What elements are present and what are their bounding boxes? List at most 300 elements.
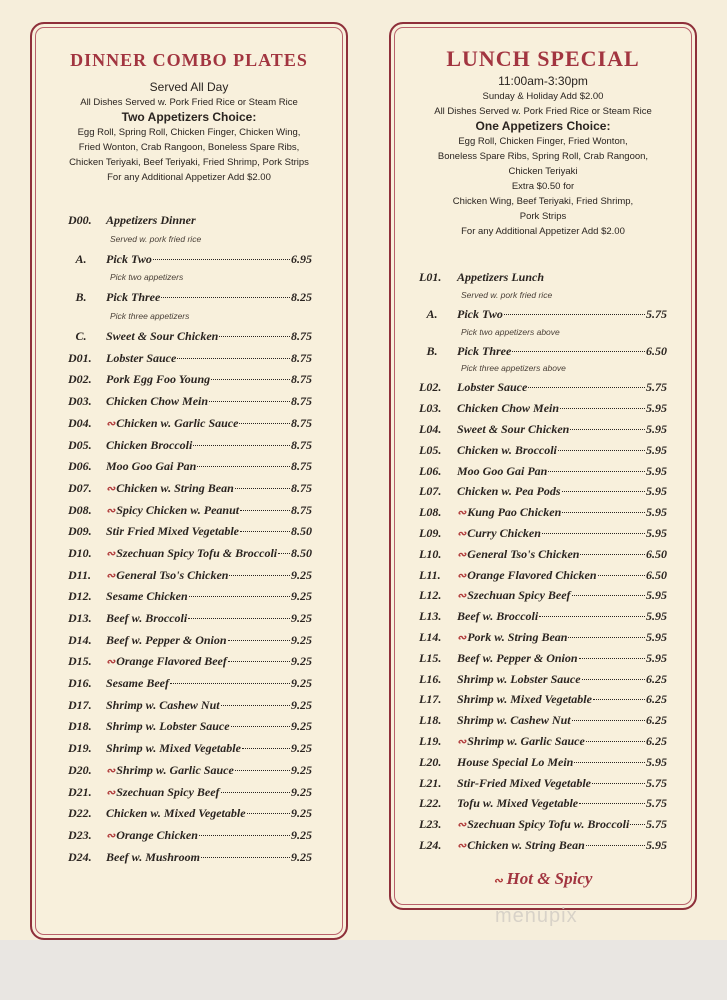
watermark: menupix xyxy=(495,905,578,927)
dot-leader xyxy=(219,336,290,337)
dot-leader xyxy=(228,661,290,662)
dot-leader xyxy=(630,824,645,825)
item-code: D24. xyxy=(68,849,92,864)
menu-item xyxy=(68,760,312,782)
menu-item xyxy=(68,369,312,391)
item-name: Stir-Fried Mixed Vegetable xyxy=(457,775,591,790)
item-name: Szechuan Spicy Tofu w. Broccoli xyxy=(467,817,630,832)
item-price: 5.95 xyxy=(646,505,667,520)
item-code: D00. xyxy=(68,213,92,227)
spicy-icon: ∾ xyxy=(106,829,116,842)
item-name: Sesame Chicken xyxy=(106,589,188,604)
hot-spicy-label: Hot & Spicy xyxy=(506,869,593,888)
item-name: Shrimp w. Lobster Sauce xyxy=(106,719,230,734)
item-code: D07. xyxy=(68,480,92,495)
item-code: D08. xyxy=(68,502,92,517)
dot-leader xyxy=(572,595,645,596)
item-price: 9.25 xyxy=(291,697,312,712)
lunch-intro xyxy=(391,74,695,239)
item-name: Pick Two xyxy=(106,251,152,266)
item-price: 5.95 xyxy=(646,754,667,769)
item-code: L07. xyxy=(419,484,442,499)
item-code: D17. xyxy=(68,697,92,712)
item-name: Spicy Chicken w. Peanut xyxy=(116,502,240,517)
dot-leader xyxy=(548,471,645,472)
item-code: D01. xyxy=(68,350,92,365)
item-price: 8.75 xyxy=(291,480,312,495)
intro-line: Chicken Wing, Beef Teriyaki, Fried Shrimp, xyxy=(452,196,634,207)
intro-line: Fried Wonton, Crab Rangoon, Boneless Spare Ribs, xyxy=(78,142,300,153)
item-name: Shrimp w. Garlic Sauce xyxy=(467,733,585,748)
item-price: 8.75 xyxy=(291,394,312,409)
item-code: L02. xyxy=(419,380,442,395)
item-code: A. xyxy=(75,251,87,266)
dot-leader xyxy=(177,358,290,359)
spicy-icon: ∾ xyxy=(106,547,116,560)
item-name: Lobster Sauce xyxy=(457,380,528,395)
item-name: Moo Goo Gai Pan xyxy=(457,463,548,478)
item-price: 9.25 xyxy=(291,741,312,756)
item-price: 9.25 xyxy=(291,567,312,582)
item-price: 9.25 xyxy=(291,762,312,777)
item-price: 5.95 xyxy=(646,609,667,624)
menu-item xyxy=(419,648,667,669)
menu-item xyxy=(419,377,667,398)
item-code: L24. xyxy=(419,837,442,852)
item-code: B. xyxy=(426,343,438,358)
item-price: 8.75 xyxy=(291,350,312,365)
item-code: D15. xyxy=(68,654,92,669)
menu-item xyxy=(68,500,312,522)
item-name: Chicken w. String Bean xyxy=(467,837,585,852)
item-code: D11. xyxy=(68,567,92,582)
item-code: L10. xyxy=(419,546,442,561)
intro-line: Chicken Teriyaki, Beef Teriyaki, Fried Shrimp, Pork Strips xyxy=(69,157,309,168)
dot-leader xyxy=(228,640,290,641)
menu-item xyxy=(68,391,312,413)
item-name: Chicken w. Pea Pods xyxy=(457,484,561,499)
menu-item xyxy=(68,478,312,500)
item-code: L17. xyxy=(419,692,442,707)
dot-leader xyxy=(528,387,645,388)
item-code: D21. xyxy=(68,784,92,799)
item-price: 5.75 xyxy=(646,775,667,790)
item-code: L03. xyxy=(419,401,442,416)
item-code: L23. xyxy=(419,817,442,832)
menu-item xyxy=(419,710,667,731)
item-name: Chicken w. Mixed Vegetable xyxy=(106,806,246,821)
item-name: Chicken Chow Mein xyxy=(457,401,560,416)
item-name: Chicken w. Broccoli xyxy=(457,442,557,457)
menu-item xyxy=(68,586,312,608)
item-price: 9.25 xyxy=(291,719,312,734)
menu-item xyxy=(68,651,312,673)
spicy-icon: ∾ xyxy=(457,631,467,644)
menu-item xyxy=(419,669,667,690)
lunch-title: LUNCH SPECIAL xyxy=(446,46,640,71)
item-name: Stir Fried Mixed Vegetable xyxy=(106,524,239,539)
item-price: 5.75 xyxy=(646,796,667,811)
item-name: Lobster Sauce xyxy=(106,350,177,365)
item-code: D23. xyxy=(68,827,92,842)
item-code: L22. xyxy=(419,796,442,811)
item-price: 5.75 xyxy=(646,817,667,832)
menu-item xyxy=(419,606,667,627)
menu-item xyxy=(68,847,312,869)
spicy-icon: ∾ xyxy=(106,504,116,517)
dot-leader xyxy=(240,531,290,532)
dot-leader xyxy=(247,813,290,814)
dinner-item-list xyxy=(68,210,312,868)
item-code: L08. xyxy=(419,505,442,520)
menu-item xyxy=(68,825,312,847)
item-code: D06. xyxy=(68,459,92,474)
dot-leader xyxy=(539,616,645,617)
menu-item xyxy=(68,210,312,232)
item-name: Sweet & Sour Chicken xyxy=(457,421,570,436)
item-name: Sweet & Sour Chicken xyxy=(106,329,219,344)
item-price: 5.95 xyxy=(646,442,667,457)
item-price: 8.50 xyxy=(291,545,312,560)
dot-leader xyxy=(570,429,645,430)
item-name: Beef w. Mushroom xyxy=(106,849,200,864)
intro-line: Sunday & Holiday Add $2.00 xyxy=(482,91,604,102)
item-note: Pick two appetizers above xyxy=(461,326,560,337)
item-code: D19. xyxy=(68,741,92,756)
item-name: Beef w. Pepper & Onion xyxy=(457,650,578,665)
item-price: 9.25 xyxy=(291,589,312,604)
menu-item xyxy=(419,419,667,440)
item-name: House Special Lo Mein xyxy=(457,754,574,769)
item-code: B. xyxy=(75,290,87,305)
dot-leader xyxy=(189,596,290,597)
menu-item xyxy=(68,435,312,457)
dot-leader xyxy=(568,637,645,638)
item-code: D02. xyxy=(68,372,92,387)
dot-leader xyxy=(278,553,290,554)
item-name: Curry Chicken xyxy=(467,525,541,540)
item-name: Kung Pao Chicken xyxy=(467,505,562,520)
dot-leader xyxy=(598,575,645,576)
dinner-intro xyxy=(32,80,346,185)
intro-line: All Dishes Served w. Pork Fried Rice or Steam Rice xyxy=(80,97,298,108)
item-name: Moo Goo Gai Pan xyxy=(106,459,197,474)
menu-item xyxy=(419,835,667,856)
menu-item xyxy=(68,673,312,695)
intro-line: Two Appetizers Choice: xyxy=(121,110,257,124)
item-code: C. xyxy=(75,329,87,344)
item-code: L05. xyxy=(419,442,442,457)
menu-item xyxy=(419,814,667,835)
dot-leader xyxy=(512,351,645,352)
item-name: Shrimp w. Mixed Vegetable xyxy=(106,741,241,756)
item-note: Pick three appetizers xyxy=(110,311,190,322)
item-code: L06. xyxy=(419,463,442,478)
spicy-icon: ∾ xyxy=(457,839,467,852)
item-code: L01. xyxy=(419,270,442,284)
menu-item xyxy=(68,716,312,738)
item-name: Shrimp w. Garlic Sauce xyxy=(116,762,234,777)
item-price: 6.25 xyxy=(646,692,667,707)
dot-leader xyxy=(231,726,290,727)
dot-leader xyxy=(229,575,290,576)
dot-leader xyxy=(193,445,290,446)
menu-item xyxy=(419,752,667,773)
dot-leader xyxy=(235,770,290,771)
dinner-title: DINNER COMBO PLATES xyxy=(70,50,308,70)
item-code: L04. xyxy=(419,421,442,436)
spicy-icon: ∾ xyxy=(106,482,116,495)
menu-item xyxy=(68,249,312,271)
item-code: L16. xyxy=(419,671,442,686)
item-code: L14. xyxy=(419,629,442,644)
menu-item xyxy=(419,461,667,482)
spicy-icon: ∾ xyxy=(106,764,116,777)
dot-leader xyxy=(221,792,290,793)
item-name: Beef w. Broccoli xyxy=(457,609,539,624)
spicy-icon: ∾ xyxy=(493,875,506,887)
hot-spicy-legend xyxy=(391,869,695,889)
item-name: Orange Chicken xyxy=(116,827,198,842)
item-code: L15. xyxy=(419,650,442,665)
menu-item xyxy=(419,502,667,523)
dot-leader xyxy=(579,803,645,804)
menu-item xyxy=(419,267,667,288)
menu-item xyxy=(419,440,667,461)
item-code: D20. xyxy=(68,762,92,777)
dot-leader xyxy=(504,314,645,315)
menu-item xyxy=(68,608,312,630)
spicy-icon: ∾ xyxy=(457,527,467,540)
item-code: A. xyxy=(426,306,438,321)
item-code: D05. xyxy=(68,437,92,452)
dot-leader xyxy=(560,408,645,409)
item-name: Chicken Chow Mein xyxy=(106,394,209,409)
item-name: Pork w. String Bean xyxy=(467,629,568,644)
dot-leader xyxy=(579,658,645,659)
item-price: 5.95 xyxy=(646,525,667,540)
item-price: 5.75 xyxy=(646,306,667,321)
item-price: 6.50 xyxy=(646,343,667,358)
item-price: 5.75 xyxy=(646,380,667,395)
dot-leader xyxy=(170,683,290,684)
item-price: 8.75 xyxy=(291,415,312,430)
item-code: L18. xyxy=(419,713,442,728)
item-code: L19. xyxy=(419,733,442,748)
item-name: Appetizers Lunch xyxy=(457,270,545,284)
menu-item xyxy=(68,803,312,825)
dot-leader xyxy=(239,423,290,424)
item-price: 9.25 xyxy=(291,654,312,669)
menu-item xyxy=(68,348,312,370)
lunch-item-list xyxy=(419,267,667,856)
item-price: 6.95 xyxy=(291,251,312,266)
item-name: Szechuan Spicy Tofu & Broccoli xyxy=(116,545,278,560)
item-price: 5.95 xyxy=(646,484,667,499)
item-price: 5.95 xyxy=(646,629,667,644)
intro-line: Boneless Spare Ribs, Spring Roll, Crab Rangoon, xyxy=(437,151,649,162)
dot-leader xyxy=(592,783,645,784)
item-price: 9.25 xyxy=(291,784,312,799)
item-price: 6.50 xyxy=(646,546,667,561)
item-name: Chicken w. String Bean xyxy=(116,480,234,495)
item-price: 8.75 xyxy=(291,437,312,452)
item-price: 5.95 xyxy=(646,463,667,478)
intro-line: Chicken Teriyaki xyxy=(508,166,578,177)
item-name: Pick Three xyxy=(457,343,512,358)
item-code: L12. xyxy=(419,588,442,603)
dot-leader xyxy=(586,845,645,846)
item-price: 9.25 xyxy=(291,849,312,864)
item-note: Served w. pork fried rice xyxy=(110,233,202,244)
intro-line: For any Additional Appetizer Add $2.00 xyxy=(461,226,625,237)
item-price: 9.25 xyxy=(291,827,312,842)
item-name: Shrimp w. Lobster Sauce xyxy=(457,671,581,686)
spicy-icon: ∾ xyxy=(106,786,116,799)
intro-line: One Appetizers Choice: xyxy=(475,119,611,133)
menu-item xyxy=(419,544,667,565)
dot-leader xyxy=(201,857,290,858)
intro-line: 11:00am-3:30pm xyxy=(498,74,588,88)
item-price: 5.95 xyxy=(646,837,667,852)
item-code: L09. xyxy=(419,525,442,540)
spicy-icon: ∾ xyxy=(457,819,467,832)
menu-item xyxy=(68,695,312,717)
item-price: 5.95 xyxy=(646,588,667,603)
menu-item xyxy=(419,689,667,710)
menu-item xyxy=(68,521,312,543)
item-name: Orange Flavored Beef xyxy=(116,654,227,669)
menu-item xyxy=(419,481,667,502)
item-price: 8.75 xyxy=(291,372,312,387)
item-price: 5.95 xyxy=(646,650,667,665)
dot-leader xyxy=(161,297,290,298)
menu-item xyxy=(419,341,667,362)
item-name: Szechuan Spicy Beef xyxy=(467,588,571,603)
dot-leader xyxy=(562,512,645,513)
intro-line: Pork Strips xyxy=(519,211,567,222)
item-note: Pick two appetizers xyxy=(110,272,184,283)
item-name: Szechuan Spicy Beef xyxy=(116,784,220,799)
dot-leader xyxy=(197,466,290,467)
spicy-icon: ∾ xyxy=(457,590,467,603)
dot-leader xyxy=(235,488,290,489)
dot-leader xyxy=(240,510,290,511)
menu-item xyxy=(419,773,667,794)
dot-leader xyxy=(558,450,645,451)
item-note: Pick three appetizers above xyxy=(461,363,566,374)
item-price: 6.50 xyxy=(646,567,667,582)
menu-item xyxy=(68,456,312,478)
dot-leader xyxy=(188,618,290,619)
item-name: Beef w. Broccoli xyxy=(106,611,188,625)
menu-item xyxy=(68,287,312,309)
dot-leader xyxy=(209,401,290,402)
item-code: D22. xyxy=(68,806,92,821)
menu-item xyxy=(68,630,312,652)
item-code: D18. xyxy=(68,719,92,734)
item-code: L20. xyxy=(419,754,442,769)
item-price: 9.25 xyxy=(291,806,312,821)
spicy-icon: ∾ xyxy=(106,569,116,582)
item-name: General Tso's Chicken xyxy=(467,546,580,561)
spicy-icon: ∾ xyxy=(457,548,467,561)
item-code: D03. xyxy=(68,394,92,409)
menu-item xyxy=(419,304,667,325)
menu-item xyxy=(419,565,667,586)
dot-leader xyxy=(572,720,645,721)
intro-line: Egg Roll, Chicken Finger, Fried Wonton, xyxy=(458,136,628,147)
dot-leader xyxy=(586,741,645,742)
intro-line: Served All Day xyxy=(149,80,229,94)
item-name: Pork Egg Foo Young xyxy=(106,372,211,387)
dot-leader xyxy=(221,705,290,706)
item-price: 8.25 xyxy=(291,290,312,305)
menu-item xyxy=(68,326,312,348)
spicy-icon: ∾ xyxy=(106,656,116,669)
item-name: Beef w. Pepper & Onion xyxy=(106,632,227,647)
dot-leader xyxy=(153,259,290,260)
item-code: D09. xyxy=(68,524,92,539)
menu-item xyxy=(68,413,312,435)
lunch-special-panel xyxy=(389,22,697,910)
item-name: Pick Three xyxy=(106,290,161,305)
dot-leader xyxy=(242,748,290,749)
menu-item xyxy=(419,585,667,606)
item-name: Shrimp w. Mixed Vegetable xyxy=(457,692,592,707)
menu-item xyxy=(419,627,667,648)
dot-leader xyxy=(211,379,290,380)
intro-line: All Dishes Served w. Pork Fried Rice or Steam Rice xyxy=(434,106,652,117)
item-name: Tofu w. Mixed Vegetable xyxy=(457,796,579,811)
menu-item xyxy=(68,738,312,760)
intro-line: Egg Roll, Spring Roll, Chicken Finger, Chicken Wing, xyxy=(77,127,301,138)
dot-leader xyxy=(580,554,645,555)
intro-line: For any Additional Appetizer Add $2.00 xyxy=(107,172,271,183)
item-code: L11. xyxy=(419,567,441,582)
item-name: Sesame Beef xyxy=(106,676,169,691)
dot-leader xyxy=(593,699,645,700)
item-name: Chicken Broccoli xyxy=(106,437,193,452)
item-code: D12. xyxy=(68,589,92,604)
item-price: 6.25 xyxy=(646,733,667,748)
menu-item xyxy=(419,398,667,419)
item-code: D04. xyxy=(68,415,92,430)
item-price: 5.95 xyxy=(646,401,667,416)
item-name: Shrimp w. Cashew Nut xyxy=(457,713,571,728)
item-code: D13. xyxy=(68,611,92,625)
dot-leader xyxy=(542,533,645,534)
dot-leader xyxy=(199,835,290,836)
item-code: D14. xyxy=(68,632,92,647)
item-name: Appetizers Dinner xyxy=(106,213,196,227)
item-name: Chicken w. Garlic Sauce xyxy=(116,415,239,430)
spicy-icon: ∾ xyxy=(457,735,467,748)
item-name: Pick Two xyxy=(457,306,503,321)
dot-leader xyxy=(574,762,645,763)
item-price: 9.25 xyxy=(291,611,312,625)
menu-item xyxy=(68,565,312,587)
item-price: 8.50 xyxy=(291,524,312,539)
item-name: General Tso's Chicken xyxy=(116,567,229,582)
item-code: D16. xyxy=(68,676,92,691)
menu-item xyxy=(419,793,667,814)
item-name: Orange Flavored Chicken xyxy=(467,567,597,582)
menu-item xyxy=(419,523,667,544)
dot-leader xyxy=(582,679,645,680)
item-price: 6.25 xyxy=(646,713,667,728)
item-code: L13. xyxy=(419,609,442,624)
